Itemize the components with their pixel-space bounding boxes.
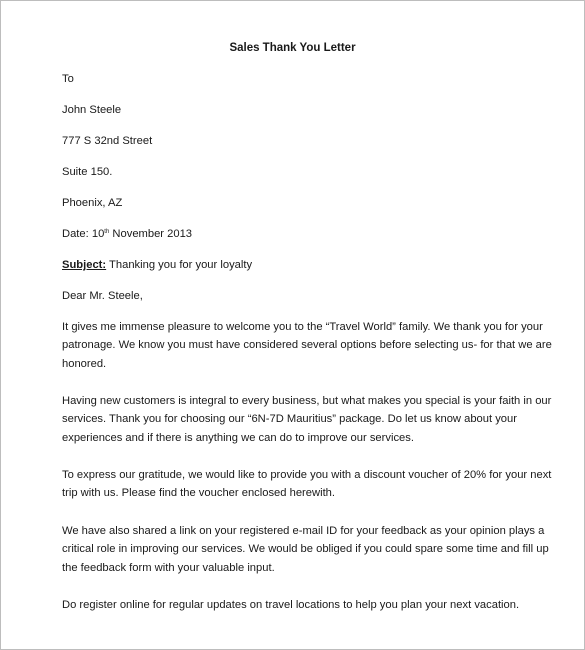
body-paragraph [62, 392, 552, 447]
paragraph-line: We have also shared a link on your registered e-mail ID for your feedback as your opinion plays a [62, 525, 545, 537]
date-prefix: Date: 10 [62, 228, 105, 240]
subject-label: Subject: [62, 259, 107, 271]
recipient-name: John Steele [62, 104, 122, 116]
paragraph-line: experiences and if there is anything we can do to improve our services. [62, 431, 414, 444]
letter-date [62, 228, 192, 240]
paragraph-line: critical role in improving our services. We would be obliged if you could spare some time and fill up [62, 543, 549, 556]
body-paragraph [62, 318, 552, 373]
subject-line [62, 259, 252, 271]
paragraph-line: Having new customers is integral to every business, but what makes you special is your faith in our [62, 395, 552, 407]
address-line-1: 777 S 32nd Street [62, 135, 153, 147]
paragraph-line: services. Thank you for choosing our “6N-7D Mauritius” package. Do let us know about your [62, 413, 517, 426]
date-rest: November 2013 [109, 228, 193, 240]
paragraph-line: patronage. We know you must have considered several options before selecting us- for that we are [62, 339, 552, 352]
paragraph-line: honored. [62, 357, 107, 370]
address-line-2: Suite 150. [62, 166, 113, 178]
date-ordinal-suffix: th [104, 229, 110, 235]
body-paragraph [62, 466, 552, 503]
salutation: Dear Mr. Steele, [62, 290, 143, 302]
paragraph-line: trip with us. Please find the voucher enclosed herewith. [62, 487, 336, 500]
letter-title: Sales Thank You Letter [229, 42, 356, 54]
city-state: Phoenix, AZ [62, 197, 123, 209]
to-label: To [62, 73, 74, 85]
body-paragraph [62, 596, 547, 614]
paragraph-line: It gives me immense pleasure to welcome you to the “Travel World” family. We thank you for your [62, 321, 543, 333]
subject-text: Thanking you for your loyalty [106, 259, 253, 271]
paragraph-line: the feedback form with your valuable input. [62, 561, 275, 574]
body-paragraph [62, 522, 547, 577]
paragraph-line: To express our gratitude, we would like to provide you with a discount voucher of 20% for your next [62, 469, 552, 481]
paragraph-line: Do register online for regular updates on travel locations to help you plan your next vacation. [62, 599, 520, 611]
